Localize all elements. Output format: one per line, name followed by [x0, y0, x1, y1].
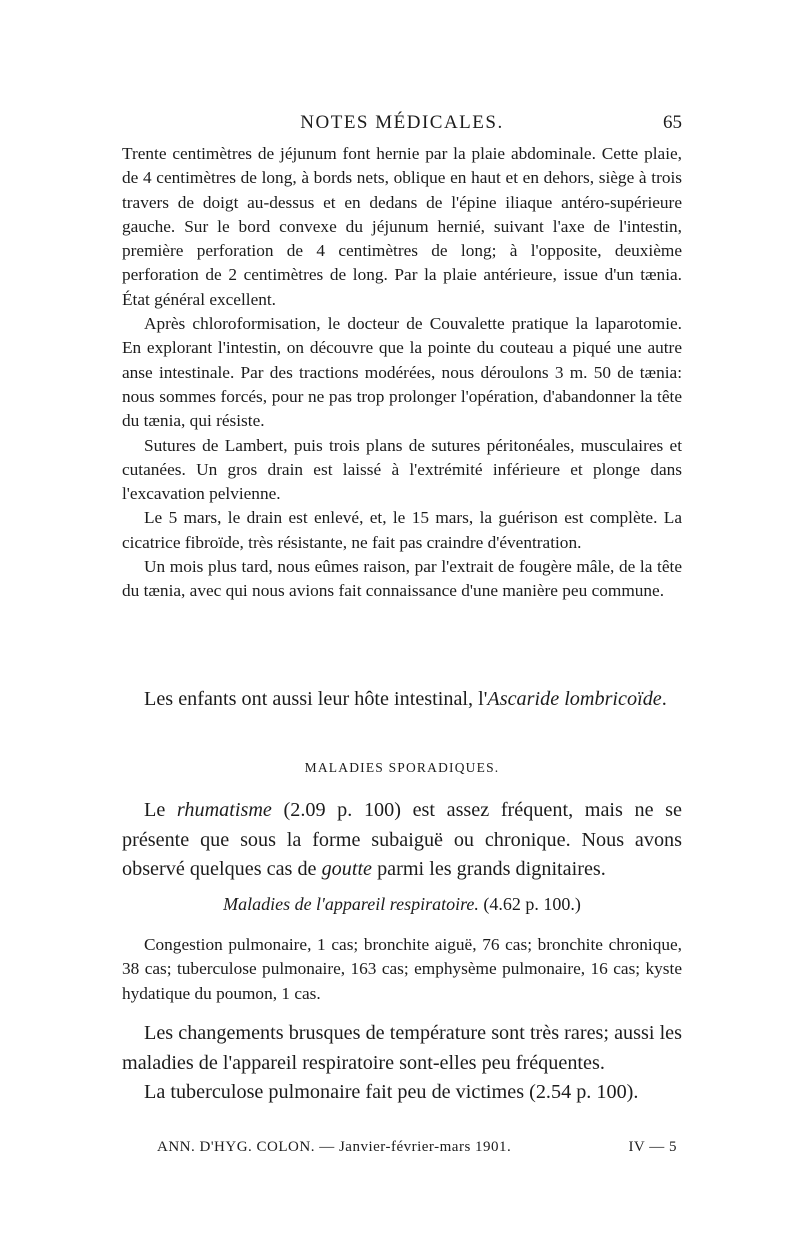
ascaride-block: [122, 685, 682, 715]
subheading-block: [122, 894, 682, 915]
rhumatisme-end: parmi les grands dignitaires.: [372, 858, 606, 880]
goutte-term: goutte: [321, 858, 373, 880]
running-title: NOTES MÉDICALES.: [300, 112, 504, 133]
congestion-block: [122, 933, 682, 1006]
page-number: 65: [663, 112, 682, 133]
paragraph-laparotomy: Après chloroformisation, le docteur de Couvalette pratique la laparotomie. En explorant l'intestin, on découvre que la pointe du couteau a piqué une autre anse intestinale. Par des tractions modérées, nous déroulons 3 m. 50 de tænia: nous sommes forcés, pour ne pas trop prolonger l'opération, d'abandonner la tête du tænia, qui résiste.: [122, 314, 682, 431]
paragraph-one-month-later: Un mois plus tard, nous eûmes raison, par l'extrait de fougère mâle, de la tête du tænia, avec qui nous avions fait connaissance d'une manière peu commune.: [122, 557, 682, 601]
footer-signature: IV — 5: [628, 1139, 677, 1155]
footer-journal: ANN. D'HYG. COLON. — Janvier-février-mars 1901.: [157, 1139, 512, 1155]
section-heading-block: [122, 760, 682, 776]
paragraph-sutures: Sutures de Lambert, puis trois plans de sutures péritonéales, musculaires et cutanées. Un gros drain est laissé à l'extrémité inférieure et plonge dans l'excavation pelvienne.: [122, 435, 682, 504]
respiratory-subheading-italic: Maladies de l'appareil respiratoire.: [223, 894, 479, 914]
paragraph-tuberculose: La tuberculose pulmonaire fait peu de victimes (2.54 p. 100).: [144, 1081, 639, 1103]
respiratory-subheading-rate: (4.62 p. 100.): [478, 894, 581, 914]
ascaride-term: Ascaride lombricoïde: [487, 688, 662, 710]
paragraph-rhumatisme: [122, 796, 682, 885]
paragraph-recovery: Le 5 mars, le drain est enlevé, et, le 15 mars, la guérison est complète. La cicatrice fibroïde, très résistante, ne fait pas craindre d'éventration.: [122, 508, 682, 552]
respiratory-subheading: [122, 894, 682, 915]
rhumatisme-term: rhumatisme: [176, 799, 272, 821]
paragraph-enfants: [122, 685, 682, 715]
case-report-block: [122, 142, 682, 604]
rhumatisme-block: [122, 796, 682, 885]
page-header: [122, 112, 682, 142]
rhumatisme-text: (2.09 p. 100) est assez fréquent, mais ne se présente que sous la forme subaiguë ou chronique. Nous avons observé quelques cas de: [122, 799, 683, 880]
section-heading: MALADIES SPORADIQUES.: [304, 760, 500, 775]
page-footer: [157, 1139, 677, 1156]
paragraph-wound-description: Trente centimètres de jéjunum font hernie par la plaie abdominale. Cette plaie, de 4 centimètres de long, à bords nets, oblique en haut et en dehors, siège à trois travers de doigt au-dessus et en dedans de l'épine iliaque antéro-supérieure gauche. Sur le bord convexe du jéjunum hernié, suivant l'axe de l'intestin, première perforation de 4 centimètres de long; à l'opposite, deuxième perforation de 2 centimètres de long. Par la plaie antérieure, issue d'un tænia. État général excellent.: [122, 144, 682, 309]
paragraph-congestion: Congestion pulmonaire, 1 cas; bronchite aiguë, 76 cas; bronchite chronique, 38 cas; tuberculose pulmonaire, 163 cas; emphysème pulmonaire, 16 cas; kyste hydatique du poumon, 1 cas.: [122, 935, 682, 1003]
rhumatisme-lead: Le: [144, 799, 177, 821]
changements-block: [122, 1019, 682, 1108]
enfants-text: Les enfants ont aussi leur hôte intestinal, l': [144, 688, 488, 710]
enfants-end: .: [661, 688, 667, 710]
paragraph-changements: Les changements brusques de température sont très rares; aussi les maladies de l'appareil respiratoire sont-elles peu fréquentes.: [122, 1022, 682, 1074]
